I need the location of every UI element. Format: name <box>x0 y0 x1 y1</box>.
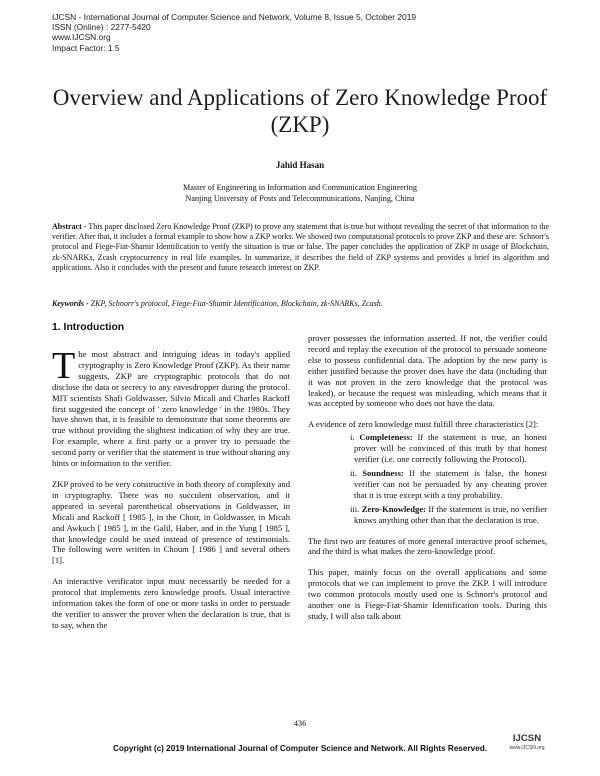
property-item <box>350 467 547 501</box>
paper-title: Overview and Applications of Zero Knowledge Proof (ZKP) <box>52 85 548 137</box>
author-name: Jahid Hasan <box>275 160 325 170</box>
property-text: If the statement is false, the honest verifier can not be persuaded by any cheating prover that it is true except with a tiny probability. <box>354 467 547 500</box>
affiliation-line: Nanjing University of Posts and Telecommunications, Nanjing, China <box>185 194 415 203</box>
body-paragraph: An interactive verificator input must necessarily be needed for a protocol that implements zero knowledge proofs. Usual interactive information takes the form of one or more tasks in order to persuade the verifier to answer the prover when the declaration is true, that is to say, when the <box>52 576 290 630</box>
property-item <box>350 432 548 465</box>
property-name: Zero-Knowledge: <box>361 503 426 514</box>
keywords <box>52 299 549 309</box>
property-text: If the statement is true, an honest prover will be convinced of this truth by that honest verifier (i.e. one correctly following the Protocol). <box>354 432 548 465</box>
journal-logo <box>505 733 549 751</box>
abstract-text: This paper disclosed Zero Knowledge Proof (ZKP) to prove any statement that is true but without revealing the secret of that information to the verifier. After that, it includes a formal example to show how a ZKP works. We showed two computational protocols to prove ZKP and these are: Schnorr's protocol and Fiege-Fiat-Shamir Identification to verify the situation is true or false. The paper concludes the application of ZKP in usage of Blockchain, zk-SNARKs, Zcash cryptocurrency in real life examples. In summarize, it describes the field of ZKP systems and provides a brief its algorithm and applications. Also it concludes with the present and future research interest on ZKP. <box>52 222 550 272</box>
logo-subtext: www.IJCSN.org <box>509 745 545 751</box>
left-column <box>52 345 290 641</box>
keywords-text: ZKP, Schnorr's protocol, Fiege-Fiat-Shamir Identification, Blockchain, zk-SNARKs, Zcash. <box>90 299 383 308</box>
property-item <box>350 503 547 526</box>
intro-paragraph-text: he most abstract and intriguing ideas in today's applied cryptography is Zero Knowledge Proof (ZKP). As their name suggests, ZKP are cryptographic protocols that do not disclose the data or secrecy to any eavesdropper during the protocol. MIT scientists Shafi Goldwasser, Silvio Micali and Charles Rackoff first suggested the concept of ' zero knowledge ' in the 1980s. They have shown that, it is feasible to demonstrate that some theorems are true without providing the slightest indication of why they are true. For example, where a first party or a prover try to persuade the second party or verifier that the statement is true without sharing any hints or information to the verifier. <box>52 349 290 469</box>
property-number: iii. <box>350 503 360 514</box>
body-paragraph: This paper, mainly focus on the overall applications and some protocols that we can implement to prove the ZKP. I will introduce two common protocols mostly used one is Schnorr's protocol and another one is Fiege-Fiat-Shamir Identification tools. During this study, I will also talk about <box>308 567 547 621</box>
issn-line: ISSN (Online) : 2277-5420 <box>52 22 151 33</box>
property-number: ii. <box>350 467 357 478</box>
right-column <box>308 333 547 632</box>
keywords-label: Keywords - <box>52 299 89 308</box>
copyright-notice: Copyright (c) 2019 International Journal of Computer Science and Network. All Rights Reserved. <box>112 744 488 753</box>
affiliation-line: Master of Engineering in Information and Communication Engineering <box>183 183 417 192</box>
intro-paragraph <box>52 345 290 469</box>
body-paragraph: A evidence of zero knowledge must fulfill three characteristics [2]: <box>308 419 539 430</box>
drop-cap: T <box>52 345 76 387</box>
abstract-label: Abstract - <box>52 222 87 231</box>
journal-name-line: IJCSN - International Journal of Computer Science and Network, Volume 8, Issue 5, October 2019 <box>52 12 417 22</box>
page-number: 436 <box>293 719 307 728</box>
logo-text: IJCSN <box>512 733 542 744</box>
author-affiliation <box>0 182 600 204</box>
section-heading: 1. Introduction <box>52 322 125 333</box>
journal-header <box>52 12 416 53</box>
property-name: Soundness: <box>362 467 404 478</box>
abstract <box>52 222 549 273</box>
body-paragraph: prover possesses the information asserted. If not, the verifier could record and replay the execution of the protocol to persuade someone else to possess confidential data. The adoption by the new party is either justified because the prover does have the data (including that it was not proven in the zero knowledge that the protocol was leaked), or because the request was misleading, which means that it was accepted by someone who does not have the data. <box>308 333 547 409</box>
impact-factor-line: Impact Factor: 1.5 <box>52 42 120 53</box>
website-line: www.IJCSN.org <box>52 32 111 43</box>
body-paragraph: The first two are features of more general interactive proof schemes, and the third is what makes the zero-knowledge proof. <box>308 535 547 557</box>
property-number: i. <box>350 432 355 443</box>
property-name: Completeness: <box>359 432 413 443</box>
properties-list <box>308 432 547 525</box>
body-paragraph: ZKP proved to be very constructive in both theory of complexity and in cryptography. There was no succulent observation, and it appeared in several parenthetical observations in Goldwasser, in Micali and Rackoff [ 1985 ], in the Choir, in Goldwasser, in Micah and Awkuch [ 1985 ], in the Galil, Haber, and in the Yung [ 1985 ], that knowledge could be used instead of presence of testimonials. The following were written in Choum [ 1986 ] and several others [1]. <box>52 478 290 566</box>
property-text: If the statement is true, no verifier knows anything other than that the declaration is true. <box>354 503 547 525</box>
